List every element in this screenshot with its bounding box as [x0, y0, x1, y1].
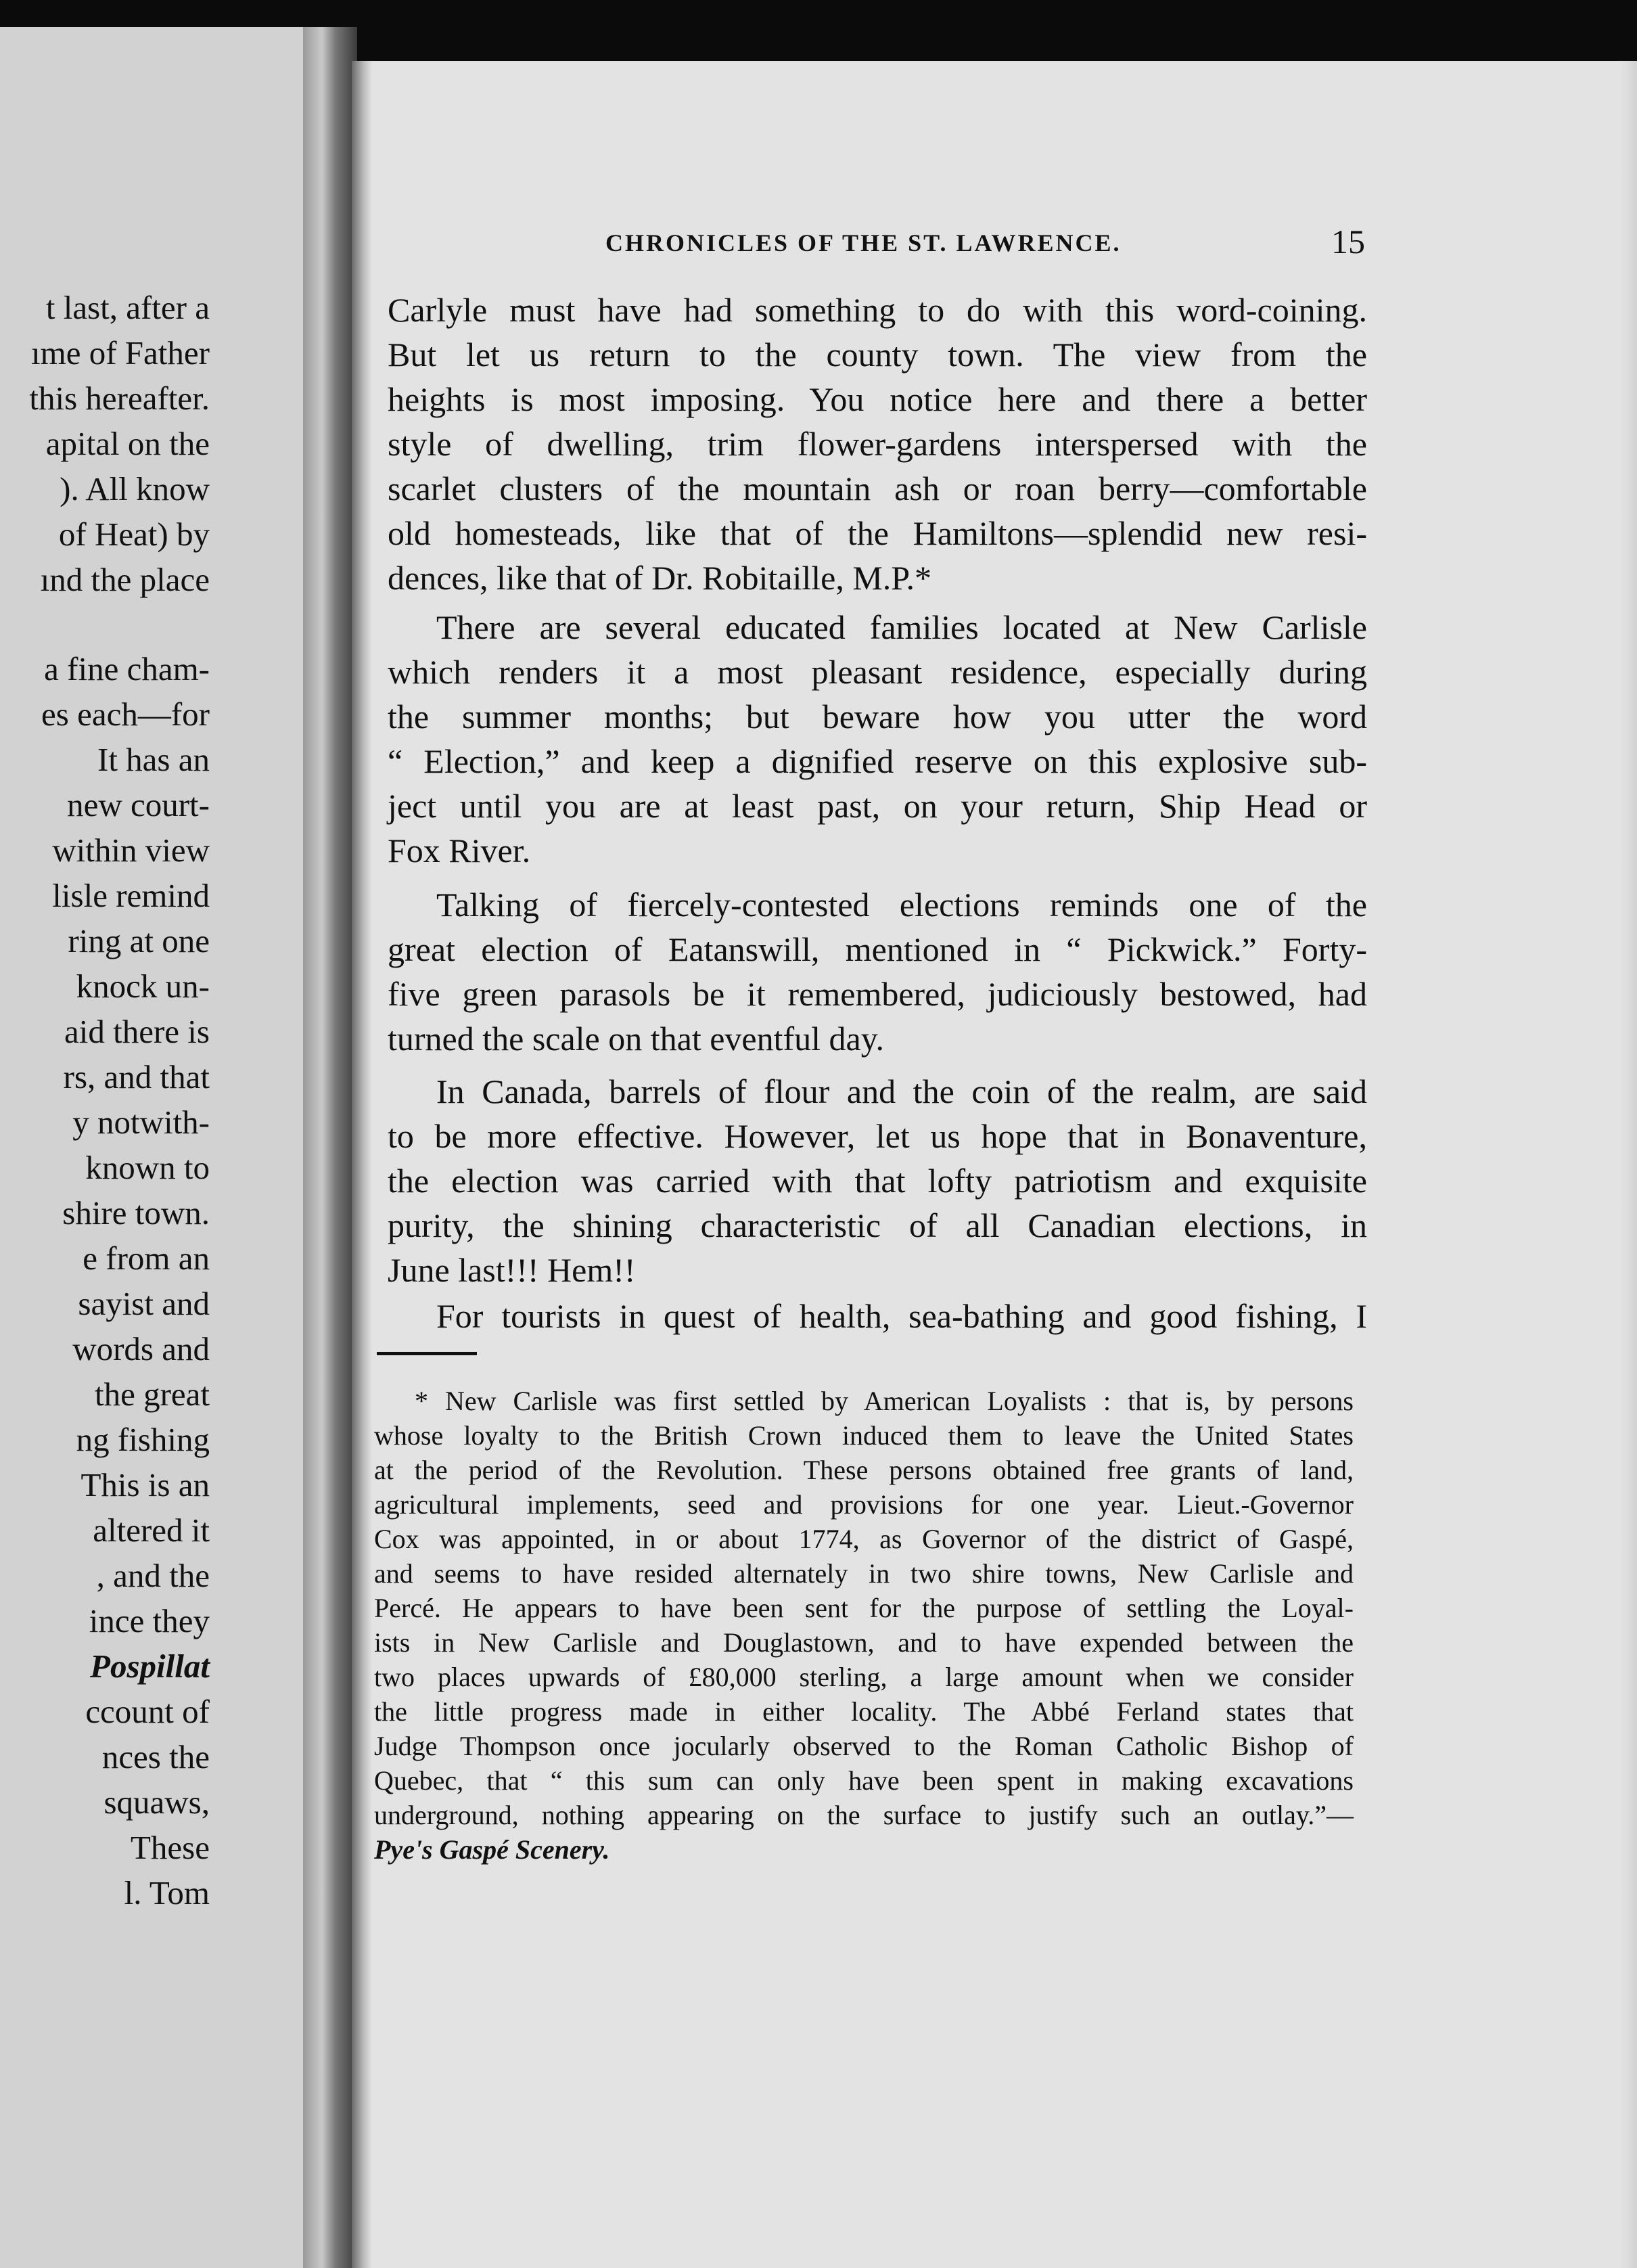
footnote-line: agricultural implements, seed and provisions for one year. Lieut.-Governor [374, 1489, 1354, 1520]
body-line: style of dwelling, trim flower-gardens interspersed with the [388, 425, 1367, 463]
body-line: For tourists in quest of health, sea-bathing and good fishing, I [436, 1297, 1367, 1335]
left-line: rs, and that [63, 1058, 210, 1095]
body-line: Talking of fiercely-contested elections reminds one of the [436, 886, 1367, 924]
body-line: In Canada, barrels of flour and the coin of the realm, are said [436, 1072, 1367, 1110]
body-line: Carlyle must have had something to do with this word-coining. [388, 291, 1367, 329]
left-line: Pospillat [90, 1648, 210, 1685]
body-line: great election of Eatanswill, mentioned in “ Pickwick.” Forty- [388, 930, 1367, 968]
book-gutter [303, 27, 357, 2268]
left-line: t last, after a [45, 289, 210, 326]
left-line: y notwith- [72, 1104, 210, 1141]
page-spine-shadow [352, 61, 372, 2268]
left-line: ccount of [85, 1693, 210, 1730]
left-line: a fine cham- [44, 650, 210, 687]
footnote-line: the little progress made in either locality. The Abbé Ferland states that [374, 1696, 1354, 1727]
body-line: ject until you are at least past, on your return, Ship Head or [388, 787, 1367, 825]
footnote-line: at the period of the Revolution. These persons obtained free grants of land, [374, 1455, 1354, 1485]
left-line: shire town. [62, 1194, 210, 1231]
body-line: There are several educated families located at New Carlisle [436, 608, 1367, 646]
footnote-rule [377, 1352, 477, 1355]
footnote-line: * New Carlisle was first settled by American Loyalists : that is, by persons [415, 1386, 1354, 1416]
body-line: scarlet clusters of the mountain ash or roan berry—comfortable [388, 470, 1367, 507]
left-line: of Heat) by [58, 516, 210, 553]
body-line: to be more effective. However, let us hope that in Bonaventure, [388, 1117, 1367, 1155]
left-line: It has an [97, 741, 210, 778]
body-line: But let us return to the county town. The view from the [388, 336, 1367, 373]
page-number: 15 [1331, 223, 1365, 260]
page-edge [1621, 61, 1637, 2268]
body-line: purity, the shining characteristic of all Canadian elections, in [388, 1206, 1367, 1244]
left-line: l. Tom [124, 1874, 210, 1911]
left-line: words and [72, 1330, 210, 1367]
left-line: es each—for [41, 696, 210, 733]
left-line: ince they [89, 1602, 210, 1639]
body-line: the election was carried with that lofty patriotism and exquisite [388, 1162, 1367, 1200]
left-line: this hereafter. [29, 380, 210, 417]
footnote-source: Pye's Gaspé Scenery. [374, 1834, 610, 1865]
body-line: which renders it a most pleasant residence, especially during [388, 653, 1367, 691]
footnote-line: Cox was appointed, in or about 1774, as Governor of the district of Gaspé, [374, 1524, 1354, 1554]
left-line: the great [94, 1376, 210, 1413]
footnote-line: whose loyalty to the British Crown induced them to leave the United States [374, 1420, 1354, 1451]
body-line: June last!!! Hem!! [388, 1251, 636, 1289]
footnote-line: Quebec, that “ this sum can only have been spent in making excavations [374, 1765, 1354, 1796]
left-line: ıme of Father [31, 334, 210, 371]
left-line: within view [52, 832, 210, 869]
left-line: apital on the [45, 425, 210, 462]
left-line: known to [85, 1149, 210, 1186]
footnote-line: Percé. He appears to have been sent for the purpose of settling the Loyal- [374, 1593, 1354, 1623]
left-line: ). All know [60, 470, 210, 507]
left-line: squaws, [103, 1784, 210, 1821]
left-line: altered it [93, 1512, 210, 1549]
footnote-line: and seems to have resided alternately in two shire towns, New Carlisle and [374, 1558, 1354, 1589]
left-line: This is an [80, 1466, 210, 1503]
left-line: aid there is [64, 1013, 210, 1050]
left-line: new court- [67, 786, 210, 823]
footnote-line: underground, nothing appearing on the surface to justify such an outlay.”— [374, 1800, 1354, 1830]
left-line: e from an [83, 1240, 210, 1277]
left-line: ring at one [68, 922, 210, 959]
left-line: lisle remind [52, 877, 210, 914]
footnote-line: two places upwards of £80,000 sterling, a large amount when we consider [374, 1662, 1354, 1692]
body-line: turned the scale on that eventful day. [388, 1020, 884, 1058]
left-page [0, 27, 317, 2268]
body-line: old homesteads, like that of the Hamiltons—splendid new resi- [388, 514, 1367, 552]
left-line: These [131, 1829, 210, 1866]
body-line: “ Election,” and keep a dignified reserve on this explosive sub- [388, 742, 1367, 780]
running-head: CHRONICLES OF THE ST. LAWRENCE. [605, 229, 1122, 256]
body-line: the summer months; but beware how you utter the word [388, 698, 1367, 735]
left-line: ng fishing [76, 1421, 210, 1458]
footnote-line: ists in New Carlisle and Douglastown, and to have expended between the [374, 1627, 1354, 1658]
left-line: ınd the place [40, 561, 210, 598]
left-line: , and the [96, 1557, 210, 1594]
body-line: Fox River. [388, 832, 531, 869]
body-line: dences, like that of Dr. Robitaille, M.P.* [388, 559, 932, 597]
left-line: sayist and [78, 1285, 210, 1322]
footnote-line: Judge Thompson once jocularly observed to the Roman Catholic Bishop of [374, 1731, 1354, 1761]
body-line: five green parasols be it remembered, judiciously bestowed, had [388, 975, 1367, 1013]
left-line: knock un- [76, 968, 210, 1005]
left-line: nces the [101, 1738, 210, 1775]
body-line: heights is most imposing. You notice here and there a better [388, 380, 1367, 418]
